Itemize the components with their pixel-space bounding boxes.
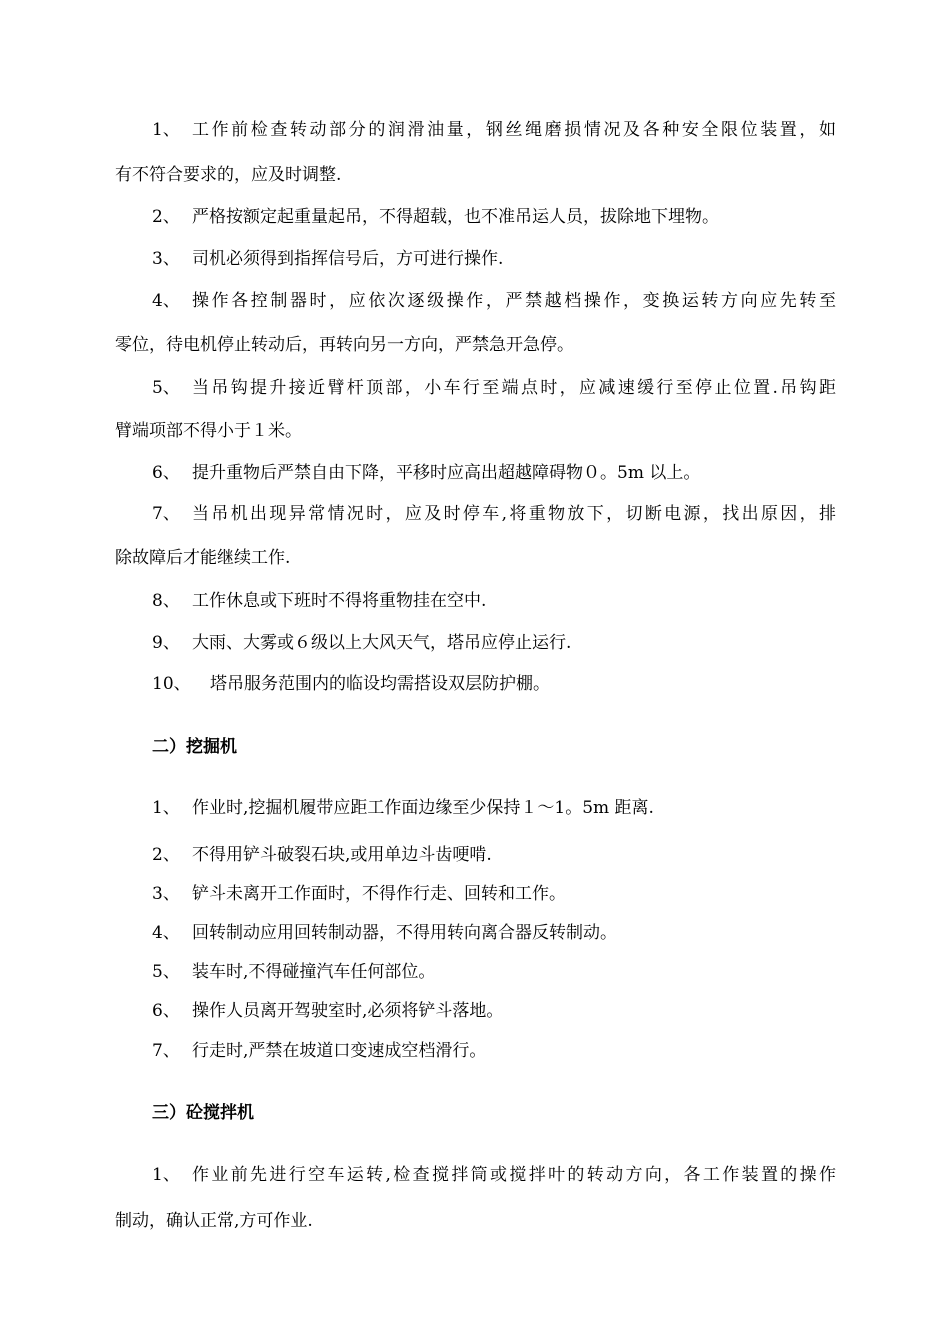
item-number: 3、: [152, 249, 180, 269]
item-number: 1、: [152, 798, 180, 818]
section-heading: 三）砼搅拌机: [152, 1103, 254, 1123]
item-number: 2、: [152, 845, 180, 865]
item-number: 8、: [152, 591, 180, 611]
item-number: 6、: [152, 463, 180, 483]
item-number: 7、: [152, 504, 180, 524]
item-number: 10、: [152, 674, 191, 694]
section-heading: 二）挖掘机: [152, 737, 237, 757]
item-number: 2、: [152, 207, 180, 227]
item-text-line: 当吊机出现异常情况时，应及时停车,将重物放下，切断电源，找出原因，排: [192, 504, 836, 524]
item-number: 5、: [152, 962, 180, 982]
item-text-line: 操作各控制器时，应依次逐级操作，严禁越档操作，变换运转方向应先转至: [192, 291, 836, 311]
item-text: 大雨、大雾或６级以上大风天气，塔吊应停止运行.: [192, 633, 572, 653]
item-text-line: 作业前先进行空车运转,检查搅拌筒或搅拌叶的转动方向，各工作装置的操作: [192, 1165, 836, 1185]
item-text-line: 制动，确认正常,方可作业.: [115, 1211, 313, 1231]
item-text-line: 工作前检查转动部分的润滑油量，钢丝绳磨损情况及各种安全限位装置，如: [192, 120, 836, 140]
item-text: 回转制动应用回转制动器，不得用转向离合器反转制动。: [192, 923, 617, 943]
item-text-line: 除故障后才能继续工作.: [115, 548, 291, 568]
item-text: 提升重物后严禁自由下降，平移时应高出超越障碍物０。5m 以上。: [192, 463, 701, 483]
item-text-line: 臂端项部不得小于１米。: [115, 421, 302, 441]
item-text: 塔吊服务范围内的临设均需搭设双层防护棚。: [210, 674, 550, 694]
item-text-line: 有不符合要求的，应及时调整.: [115, 165, 342, 185]
item-text: 操作人员离开驾驶室时,必须将铲斗落地。: [192, 1001, 504, 1021]
item-text: 行走时,严禁在坡道口变速成空档滑行。: [192, 1041, 487, 1061]
item-number: 7、: [152, 1041, 180, 1061]
item-number: 4、: [152, 923, 180, 943]
item-number: 1、: [152, 120, 180, 140]
item-text: 铲斗未离开工作面时，不得作行走、回转和工作。: [192, 884, 566, 904]
item-text: 不得用铲斗破裂石块,或用单边斗齿哽啃.: [192, 845, 492, 865]
item-number: 1、: [152, 1165, 180, 1185]
item-text-line: 零位，待电机停止转动后，再转向另一方向，严禁急开急停。: [115, 335, 574, 355]
item-number: 3、: [152, 884, 180, 904]
item-number: 5、: [152, 378, 180, 398]
item-number: 6、: [152, 1001, 180, 1021]
item-number: 9、: [152, 633, 180, 653]
item-text: 严格按额定起重量起吊，不得超载，也不准吊运人员，拔除地下埋物。: [192, 207, 719, 227]
item-number: 4、: [152, 291, 180, 311]
item-text: 工作休息或下班时不得将重物挂在空中.: [192, 591, 487, 611]
item-text: 司机必须得到指挥信号后，方可进行操作.: [192, 249, 504, 269]
item-text: 装车时,不得碰撞汽车任何部位。: [192, 962, 436, 982]
item-text: 作业时,挖掘机履带应距工作面边缘至少保持１～1。5m 距离.: [192, 798, 654, 818]
item-text-line: 当吊钩提升接近臂杆顶部，小车行至端点时，应减速缓行至停止位置.吊钩距: [192, 378, 836, 398]
